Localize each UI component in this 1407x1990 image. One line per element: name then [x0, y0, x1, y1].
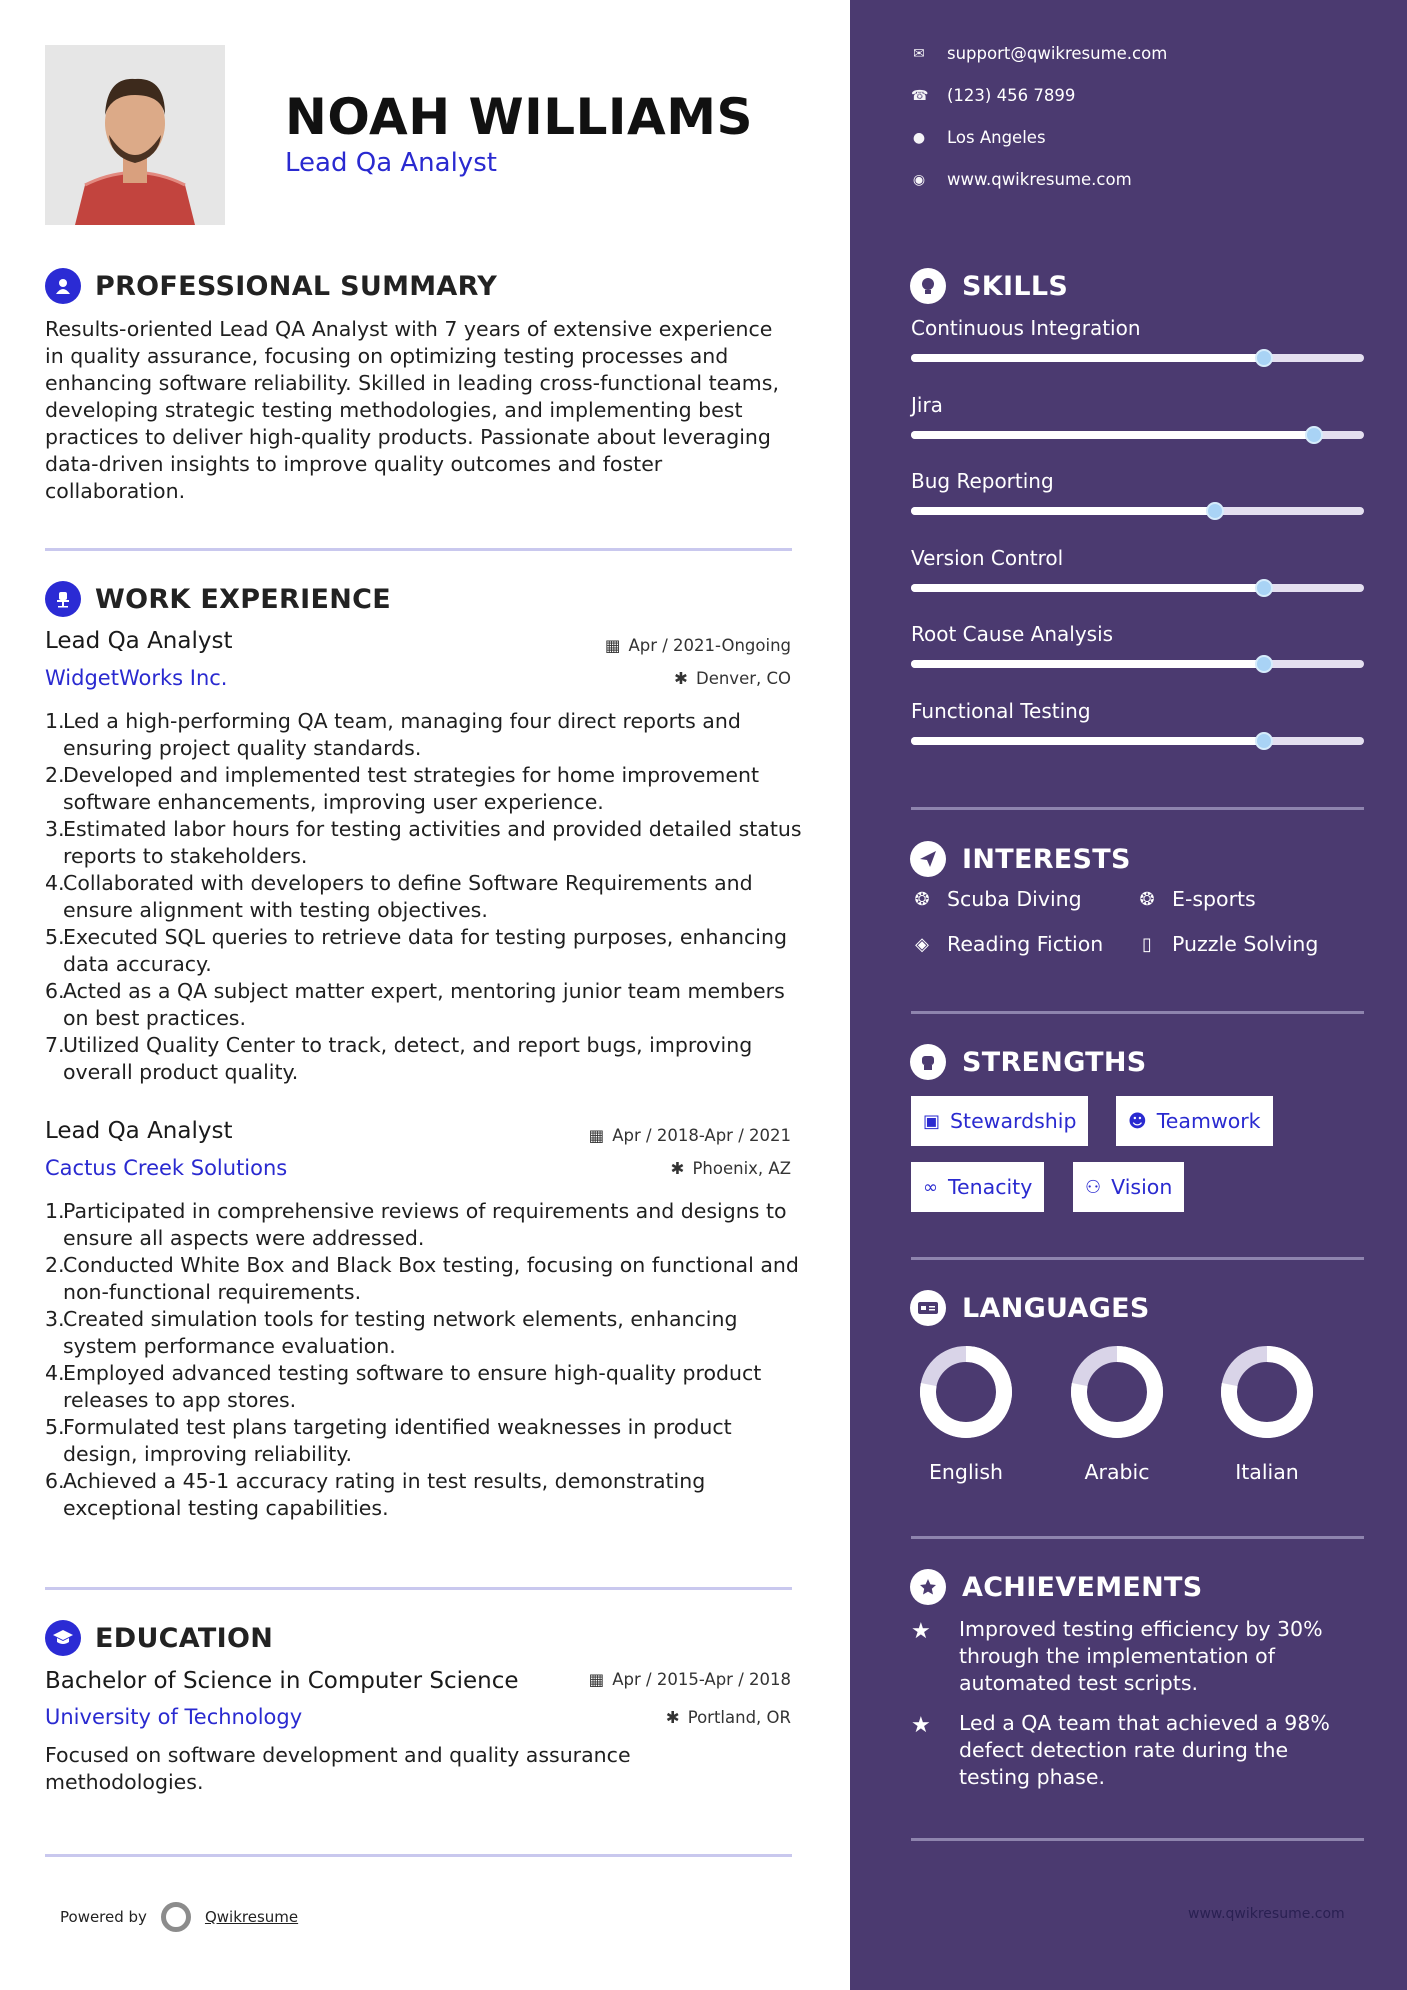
skills-heading [910, 268, 1068, 304]
powered-by-text: Powered by [60, 1908, 147, 1926]
experience-heading [45, 581, 391, 617]
skills-heading-text: SKILLS [962, 270, 1069, 302]
divider [911, 1011, 1364, 1014]
job-location [674, 669, 791, 688]
list-item: 5. Formulated test plans targeting identified weaknesses in product design, improving reliability. [45, 1415, 732, 1466]
language-donut [1069, 1344, 1165, 1440]
skill-item [911, 393, 1364, 417]
strengths-heading-text: STRENGTHS [962, 1046, 1147, 1078]
skill-label: Root Cause Analysis [911, 622, 1114, 646]
summary-heading [45, 268, 497, 304]
brand-link[interactable]: Qwikresume [204, 1908, 299, 1926]
list-item: 6. Acted as a QA subject matter expert, mentoring junior team members on best practices. [45, 979, 785, 1030]
users-icon: ☻ [1128, 1110, 1147, 1132]
strength-badge [1116, 1096, 1273, 1146]
envelope-icon: ✉ [913, 45, 925, 62]
fist-icon [910, 1044, 946, 1080]
languages-heading [910, 1290, 1150, 1326]
calendar-icon: ▦ [604, 636, 621, 655]
candidate-name: NOAH WILLIAMS [285, 88, 753, 146]
contact-location [911, 128, 1046, 147]
languages-heading-text: LANGUAGES [962, 1292, 1150, 1324]
link-icon: ∞ [923, 1176, 938, 1198]
interest-item [911, 932, 1103, 956]
profile-photo [45, 45, 225, 225]
calendar-icon: ▦ [588, 1670, 605, 1689]
language-donut [1219, 1344, 1315, 1440]
job-dates [605, 636, 791, 655]
skill-track [911, 431, 1364, 439]
skill-label: Bug Reporting [911, 469, 1054, 493]
interests-heading-text: INTERESTS [962, 843, 1131, 875]
education-location [666, 1708, 791, 1727]
qwikresume-logo-icon [161, 1902, 191, 1932]
list-item: 1. Led a high-performing QA team, managing four direct reports and ensuring project quality standards. [45, 709, 741, 760]
contact-email[interactable] [911, 44, 1167, 63]
strength-badge [911, 1162, 1044, 1212]
strengths-heading [910, 1044, 1147, 1080]
education-dates-text: Apr / 2015-Apr / 2018 [612, 1670, 791, 1689]
gamepad-icon: ◈ [915, 933, 929, 955]
list-item: 4. Employed advanced testing software to ensure high-quality product releases to app stores. [45, 1361, 762, 1412]
life-ring-icon: ❂ [914, 888, 930, 910]
job-location [671, 1159, 791, 1178]
education-heading [45, 1620, 273, 1656]
language-name: Arabic [1084, 1460, 1150, 1484]
skill-item [911, 316, 1364, 340]
language-donut [918, 1344, 1014, 1440]
skill-knob [1255, 732, 1273, 750]
experience-heading-text: WORK EXPERIENCE [95, 583, 391, 615]
summary-text: Results-oriented Lead QA Analyst with 7 years of extensive experience in quality assurance, focusing on optimizing testing processes and enhancing software reliability. Skilled in leading cross-functional teams, developing strategic testing methodologies, and implementing best practices to deliver high-quality products. Passionate about leveraging data-driven insights to improve quality outcomes and foster collaboration. [45, 317, 779, 503]
job-title: Lead Qa Analyst [45, 1118, 233, 1144]
language-item [1062, 1344, 1172, 1484]
language-name: English [928, 1460, 1004, 1484]
strength-badge [1073, 1162, 1184, 1212]
list-item: 6. Achieved a 45-1 accuracy rating in test results, demonstrating exceptional testing capabilities. [45, 1469, 706, 1520]
skill-label: Continuous Integration [911, 316, 1141, 340]
job-location-text: Phoenix, AZ [692, 1159, 791, 1178]
user-icon [45, 268, 81, 304]
education-heading-text: EDUCATION [95, 1622, 274, 1654]
job-location-text: Denver, CO [695, 669, 791, 688]
job-bullets [45, 708, 805, 1086]
office-chair-icon [45, 581, 81, 617]
divider [911, 1838, 1364, 1841]
list-item: 1. Participated in comprehensive reviews of requirements and designs to ensure all aspects were addressed. [45, 1199, 787, 1250]
candidate-title: Lead Qa Analyst [285, 148, 497, 178]
briefcase-icon: ▣ [923, 1110, 941, 1132]
strength-badge [911, 1096, 1088, 1146]
list-item: 3. Estimated labor hours for testing activities and provided detailed status reports to stakeholders. [45, 817, 802, 868]
divider [911, 807, 1364, 810]
skill-label: Jira [911, 392, 943, 417]
skill-label: Version Control [911, 545, 1064, 570]
strength-label: Stewardship [950, 1109, 1077, 1133]
contact-email-text: support@qwikresume.com [947, 44, 1168, 63]
skill-fill [911, 660, 1264, 668]
education-location-text: Portland, OR [687, 1708, 791, 1727]
job-dates-text: Apr / 2018-Apr / 2021 [612, 1126, 791, 1145]
lightbulb-icon [910, 268, 946, 304]
footer-powered [60, 1902, 298, 1932]
achievement-item [911, 1710, 1351, 1791]
language-item [911, 1344, 1021, 1484]
pin-icon: ✱ [665, 1708, 680, 1727]
strength-label: Vision [1111, 1175, 1173, 1199]
interest-label: Reading Fiction [947, 932, 1104, 956]
calendar-icon: ▦ [588, 1126, 605, 1145]
language-item [1212, 1344, 1322, 1484]
job-company: Cactus Creek Solutions [45, 1156, 288, 1180]
contact-location-text: Los Angeles [947, 128, 1046, 147]
list-item: 7. Utilized Quality Center to track, detect, and report bugs, improving overall product quality. [45, 1033, 753, 1084]
education-description: Focused on software development and quality assurance methodologies. [45, 1743, 631, 1794]
strength-label: Teamwork [1156, 1109, 1261, 1133]
list-item: 2. Developed and implemented test strategies for home improvement software enhancements, improving user experience. [45, 763, 760, 814]
job-dates [589, 1126, 791, 1145]
list-item: 2. Conducted White Box and Black Box testing, focusing on functional and non-functional requirements. [45, 1253, 799, 1304]
skill-track [911, 507, 1364, 515]
skill-item [911, 469, 1364, 493]
footer-website[interactable]: www.qwikresume.com [1188, 1906, 1345, 1922]
job-title: Lead Qa Analyst [45, 628, 233, 654]
school-name: University of Technology [45, 1705, 303, 1729]
skill-knob [1305, 426, 1323, 444]
skill-track [911, 737, 1364, 745]
achievements-heading-text: ACHIEVEMENTS [962, 1571, 1203, 1603]
achievement-text: Improved testing efficiency by 30% through the implementation of automated test scripts. [959, 1617, 1323, 1695]
divider [45, 1854, 792, 1857]
interest-label: Puzzle Solving [1172, 932, 1319, 956]
star-icon: ★ [911, 1713, 931, 1738]
skill-fill [911, 431, 1314, 439]
language-name: Italian [1235, 1460, 1299, 1484]
interest-item [1136, 887, 1256, 911]
achievement-item [911, 1616, 1351, 1697]
contact-phone[interactable] [911, 86, 1075, 105]
divider [911, 1257, 1364, 1260]
pin-icon: ✱ [674, 669, 688, 688]
interest-item [911, 887, 1082, 911]
skill-track [911, 660, 1364, 668]
list-item: 3. Created simulation tools for testing network elements, enhancing system performance evaluation. [45, 1307, 738, 1358]
pin-icon: ✱ [670, 1159, 685, 1178]
skill-knob [1206, 502, 1224, 520]
skill-label: Functional Testing [911, 698, 1091, 723]
interests-heading [910, 841, 1131, 877]
star-badge-icon [910, 1569, 946, 1605]
life-ring-icon: ❂ [1139, 888, 1155, 910]
paper-plane-icon [910, 841, 946, 877]
summary-heading-text: PROFESSIONAL SUMMARY [95, 270, 498, 302]
divider [911, 1536, 1364, 1539]
skill-knob [1255, 579, 1273, 597]
language-icon [910, 1290, 946, 1326]
contact-phone-text: (123) 456 7899 [947, 86, 1076, 105]
interest-item [1136, 932, 1318, 956]
strength-label: Tenacity [948, 1175, 1033, 1199]
contact-website[interactable] [911, 170, 1132, 189]
achievements-heading [910, 1569, 1203, 1605]
skill-item [911, 699, 1364, 723]
divider [45, 1587, 792, 1590]
skill-fill [911, 354, 1264, 362]
degree-title: Bachelor of Science in Computer Science [45, 1668, 519, 1694]
interest-label: Scuba Diving [947, 887, 1082, 911]
divider [45, 548, 792, 551]
binoculars-icon: ⚇ [1085, 1176, 1102, 1198]
graduation-cap-icon [45, 1620, 81, 1656]
skill-fill [911, 737, 1264, 745]
skill-track [911, 584, 1364, 592]
skill-item [911, 622, 1364, 646]
skill-item [911, 546, 1364, 570]
globe-icon: ◉ [912, 171, 926, 188]
map-marker-icon: ● [912, 129, 926, 146]
job-dates-text: Apr / 2021-Ongoing [628, 636, 791, 655]
contact-website-text: www.qwikresume.com [947, 170, 1132, 189]
skill-fill [911, 507, 1215, 515]
achievement-text: Led a QA team that achieved a 98% defect detection rate during the testing phase. [959, 1711, 1330, 1789]
education-dates [589, 1670, 791, 1689]
skill-fill [911, 584, 1264, 592]
interest-label: E-sports [1172, 887, 1256, 911]
star-icon: ★ [911, 1619, 931, 1644]
list-item: 4. Collaborated with developers to define Software Requirements and ensure alignment with testing objectives. [45, 871, 753, 922]
job-bullets [45, 1198, 805, 1522]
phone-icon: ☎ [911, 87, 929, 104]
job-company: WidgetWorks Inc. [45, 666, 228, 690]
book-icon: ▯ [1142, 933, 1152, 955]
list-item: 5. Executed SQL queries to retrieve data for testing purposes, enhancing data accuracy. [45, 925, 787, 976]
skill-track [911, 354, 1364, 362]
